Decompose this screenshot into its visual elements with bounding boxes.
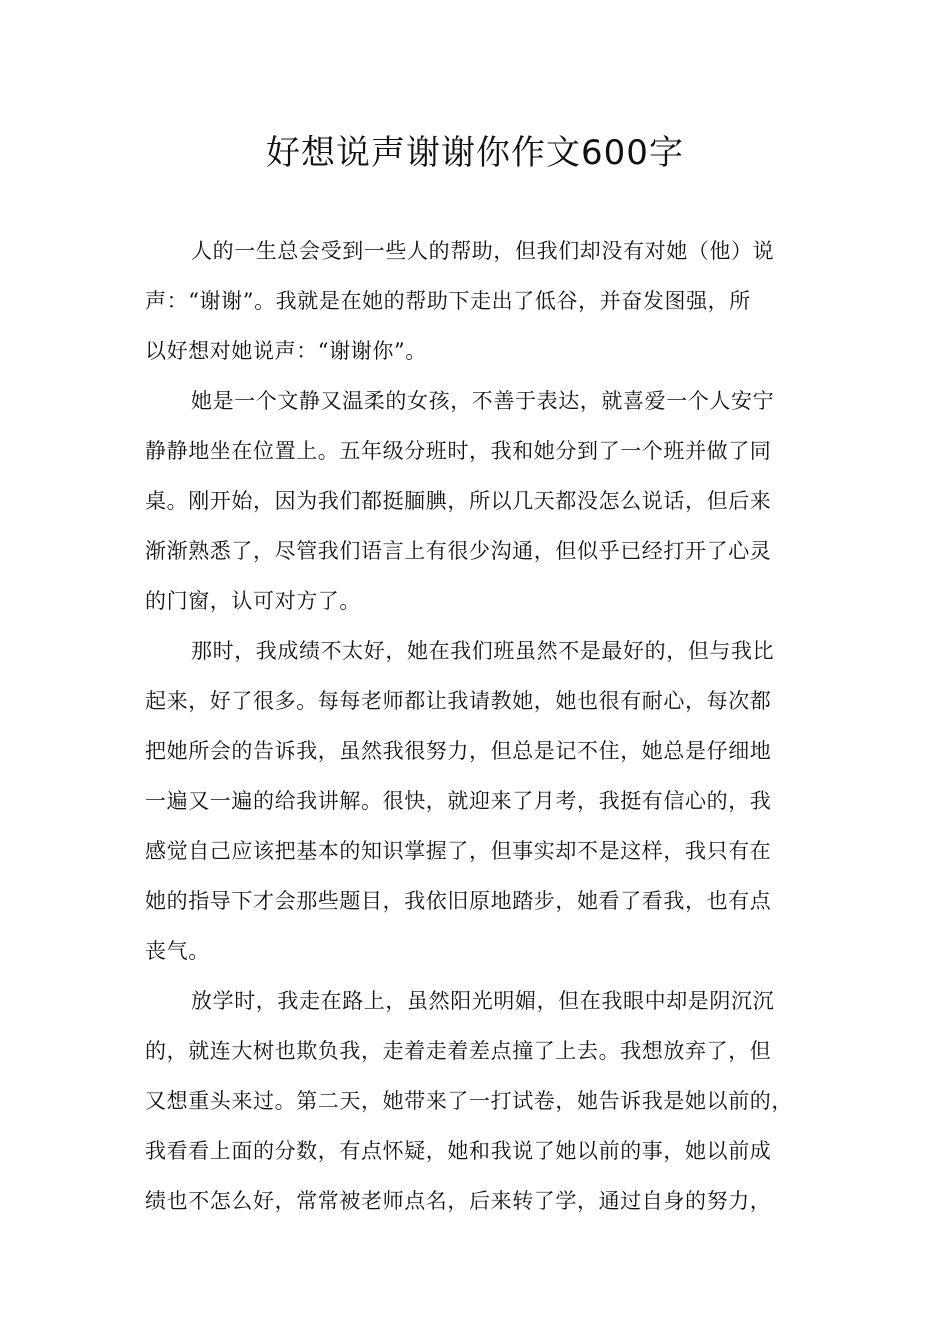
text-line: 的门窗，认可对方了。 bbox=[145, 589, 361, 613]
text-line: 桌。刚开始，因为我们都挺腼腆，所以几天都没怎么说话，但后来 bbox=[145, 489, 772, 513]
text-line: 把她所会的告诉我，虽然我很努力，但总是记不住，她总是仔细地 bbox=[145, 739, 772, 763]
document-body bbox=[145, 226, 821, 1226]
text-line: 她的指导下才会那些题目，我依旧原地踏步，她看了看我，也有点 bbox=[145, 889, 772, 913]
text-line: 一遍又一遍的给我讲解。很快，就迎来了月考，我挺有信心的，我 bbox=[145, 789, 772, 813]
text-line: 静静地坐在位置上。五年级分班时，我和她分到了一个班并做了同 bbox=[145, 439, 772, 463]
paragraph-first-line: 人的一生总会受到一些人的帮助，但我们却没有对她（他）说 bbox=[191, 239, 775, 263]
paragraph-first-line: 她是一个文静又温柔的女孩，不善于表达，就喜爱一个人安宁 bbox=[191, 389, 775, 413]
text-line: 以好想对她说声：“谢谢你”。 bbox=[145, 339, 427, 363]
text-line: 起来，好了很多。每每老师都让我请教她，她也很有耐心，每次都 bbox=[145, 689, 772, 713]
text-line: 绩也不怎么好，常常被老师点名，后来转了学，通过自身的努力， bbox=[145, 1189, 772, 1213]
paragraph-first-line: 放学时，我走在路上，虽然阳光明媚，但在我眼中却是阴沉沉 bbox=[191, 989, 775, 1013]
text-line: 的，就连大树也欺负我，走着走着差点撞了上去。我想放弃了，但 bbox=[145, 1039, 772, 1063]
paragraph-first-line: 那时，我成绩不太好，她在我们班虽然不是最好的，但与我比 bbox=[191, 639, 775, 663]
text-line: 声：“谢谢”。我就是在她的帮助下走出了低谷，并奋发图强，所 bbox=[145, 289, 751, 313]
text-line: 我看看上面的分数，有点怀疑，她和我说了她以前的事，她以前成 bbox=[145, 1139, 772, 1163]
document-title: 好想说声谢谢你作文600字 bbox=[266, 133, 684, 173]
text-line: 感觉自己应该把基本的知识掌握了，但事实却不是这样，我只有在 bbox=[145, 839, 772, 863]
text-line: 渐渐熟悉了，尽管我们语言上有很少沟通，但似乎已经打开了心灵 bbox=[145, 539, 772, 563]
text-line: 丧气。 bbox=[145, 939, 210, 963]
text-line: 又想重头来过。第二天，她带来了一打试卷，她告诉我是她以前的， bbox=[145, 1089, 793, 1113]
